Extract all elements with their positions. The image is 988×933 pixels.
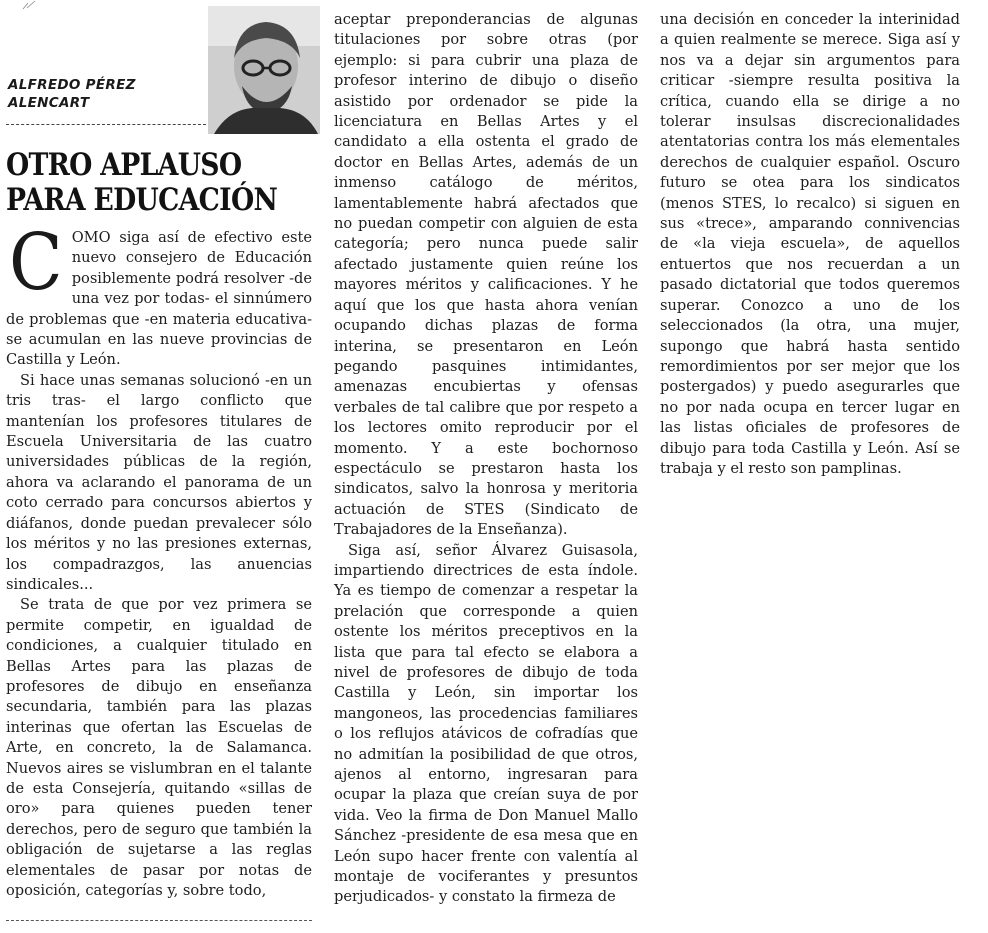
dropcap: C bbox=[8, 218, 63, 308]
article-column-1 bbox=[6, 0, 312, 901]
author-portrait-icon bbox=[208, 6, 320, 134]
lead-caps: OMO bbox=[71, 229, 111, 246]
article-header bbox=[6, 0, 312, 140]
paragraph-2: Si hace unas semanas solucionó -en un tris tras- el largo conflicto que mantenían los profesores titulares de Escuela Universitaria de las cuatro universidades públicas de la región, ahora va aclarando el panorama de un coto cerrado para concursos abiertos y diáfanos, donde puedan prevalecer sólo los méritos y no las presiones externas, los compadrazgos, las anuencias sindicales... bbox=[6, 371, 312, 593]
author-photo bbox=[208, 6, 320, 134]
headline-line-1: OTRO APLAUSO bbox=[6, 147, 242, 183]
headline bbox=[6, 147, 278, 218]
paragraph-4: Siga así, señor Álvarez Guisasola, impartiendo directrices de esta índole. Ya es tiempo de comenzar a respetar la prelación que corresponde a quien ostente los méritos preceptivos en la lista que para tal efecto se elabora a nivel de profesores de dibujo de toda Castilla y León, sin importar los mangoneos, las procedencias familiares o los reflujos atávicos de cofradías que no admitían la posibilidad de que otros, ajenos al entorno, ingresaran para ocupar la plaza que creían suya de por vida. Veo la firma de Don Manuel Mallo Sánchez -presidente de esa mesa que en León supo hacer frente con valentía al montaje de vociferantes y presuntos perjudicados- y constato la firmeza de bbox=[334, 541, 638, 906]
paragraph-3-continued: aceptar preponderancias de algunas titulaciones por sobre otras (por ejemplo: si para cubrir una plaza de profesor interino de dibujo o diseño asistido por ordenador se pide la licenciatura en Bellas Artes y el candidato a ella ostenta el grado de doctor en Bellas Artes, además de un inmenso catálogo de méritos, lamentablemente habrá afectados que no puedan competir con alguien de esta categoría; pero nunca puede salir afectado justamente quien reúne los mayores méritos y calificaciones. Y he aquí que los que hasta ahora venían ocupando dichas plazas de forma interina, se presentaron en León pegando pasquines intimidantes, amenazas encubiertas y ofensas verbales de tal calibre que por respeto a los lectores omito reproducir por el momento. Y a este bochornoso espectáculo se prestaron hasta los sindicatos, salvo la honrosa y meritoria actuación de STES (Sindicato de Trabajadores de la Enseñanza). bbox=[334, 11, 638, 539]
byline bbox=[8, 76, 136, 112]
byline-line-1: ALFREDO PÉREZ bbox=[8, 77, 136, 93]
paragraph-3: Se trata de que por vez primera se permite competir, en igualdad de condiciones, a cualquier titulado en Bellas Artes para las plazas de profesores de dibujo en enseñanza secundaria, también para las plazas interinas que ofertan las Escuelas de Arte, en concreto, la de Salamanca. Nuevos aires se vislumbran en el talante de esta Consejería, quitando «sillas de oro» para quienes pueden tener derechos, pero de seguro que también la obligación de sujetarse a las reglas elementales de pasar por notas de oposición, categorías y, sobre todo, bbox=[6, 596, 312, 899]
byline-divider bbox=[6, 124, 206, 125]
paragraph-1-text: siga así de efectivo este nuevo consejero de Educación posiblemente podrá resolver -de una vez por todas- el sinnúmero de problemas que -en materia educativa- se acumulan en las nueve provincias de Castilla y León. bbox=[6, 229, 312, 369]
byline-line-2: ALENCART bbox=[8, 95, 90, 111]
article-column-3 bbox=[660, 10, 960, 479]
bottom-divider bbox=[6, 920, 312, 921]
paragraph-4-continued: una decisión en conceder la interinidad a quien realmente se merece. Siga así y nos va a dejar sin argumentos para criticar -siempre resulta positiva la crítica, cuando ella se dirige a no tolerar insulsas discrecionalidades atentatorias contra los más elementales derechos de cualquier español. Oscuro futuro se otea para los sindicatos (menos STES, lo recalco) si siguen en sus «trece», amparando connivencias de «la vieja escuela», de aquellos entuertos que nos recuerdan a un pasado dictatorial que todos queremos superar. Conozco a uno de los seleccionados (la otra, una mujer, supongo que habrá hasta sentido remordimientos por ser mejor que los postergados) y puedo asegurarles que no por nada ocupa en tercer lugar en las listas oficiales de profesores de dibujo para toda Castilla y León. Así se trabaja y el resto son pamplinas. bbox=[660, 11, 960, 477]
headline-line-2: PARA EDUCACIÓN bbox=[6, 182, 278, 218]
article-column-2 bbox=[334, 10, 638, 908]
paragraph-1 bbox=[6, 218, 312, 371]
